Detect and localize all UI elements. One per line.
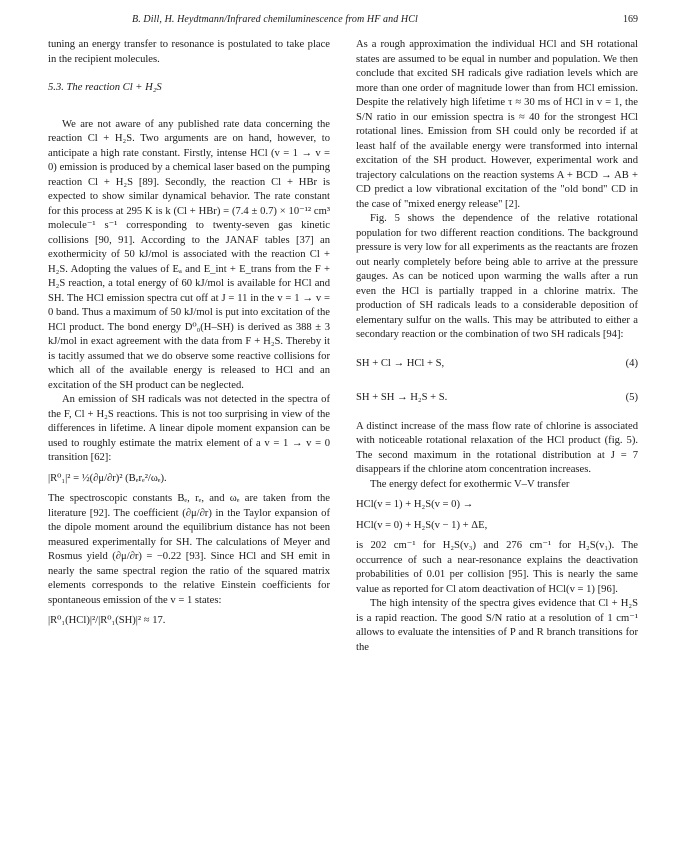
equation: |R⁰₁(HCl)|²/|R⁰₁(SH)|² ≈ 17. [48, 615, 166, 626]
equation-text: SH + Cl → HCl + S, [356, 357, 445, 369]
equation-number: (4) [625, 357, 638, 369]
paragraph: is 202 cm⁻¹ for H₂S(v₃) and 276 cm⁻¹ for H₂S(v₁). The occurrence of such a near-resonance explains the deactivation probabilities of 0.01 per collision [95]. This is nearly the same value as reported for Cl atom deactivation of HCl(v = 1) [96]. [356, 540, 638, 595]
paragraph: As a rough approximation the individual HCl and SH rotational states are assumed to be equal in number and population. We then conclude that excited SH radicals give radiation levels which are more than one order of magnitude lower than from HCl emission. Despite the relatively high lifetime τ ≈ 30 ms of HCl in v = 1, the S/N ratio in our emission spectra is ≈ 40 for the strongest HCl rotational lines. Emission from SH could only be recorded if at least half of the available energy were transformed into internal excitation of the SH product. However, experimental work and trajectory calculations on the reaction systems A + BCD → AB + CD predict a low vibrational excitation of the "old bond" CD in the case of "mixed energy release" [2]. [356, 39, 638, 210]
left-column [48, 38, 330, 635]
equation-vv-line-2: HCl(v = 0) + H₂S(v − 1) + ΔE, [356, 519, 488, 531]
paragraph: The spectroscopic constants Bₑ, rₑ, and ωₑ are taken from the literature [92]. The coefficient (∂μ/∂r) in the Taylor expansion of the dipole moment around the equilibrium distance has not been measured experimentally for SH. The calculations of Meyer and Rosmus yield (∂μ/∂r) = −0.22 [93]. Since HCl and SH emit in nearly the same spectral region the ratio of the squared matrix elements corresponds to the relative Einstein coefficients for spontaneous emission of the v = 1 states: [48, 493, 330, 606]
equation-number: (5) [625, 392, 638, 403]
paragraph: Fig. 5 shows the dependence of the relative rotational population for two different reaction conditions. The background pressure is very low for all experiments as the reactants are frozen out nearly completely before being able to arrive at the pressure gauges. As can be noticed upon warming the walls after a run even the HCl is partially trapped in a chlorine matrix. The production of SH radicals leads to a considerable deposition of elementary sulfur on the walls. This may be attributed to either a secondary reaction or the combination of two SH radicals [94]: [356, 213, 638, 340]
paragraph: tuning an energy transfer to resonance is postulated to take place in the recipient molecules. [48, 39, 330, 65]
paragraph: We are not aware of any published rate data concerning the reaction Cl + H₂S. Two arguments are on hand, however, to anticipate a high rate constant. Firstly, intense HCl (v = 1 → v = 0) emission is produced by a chemical laser based on the pumping reaction Cl + H₂S [89]. Secondly, the reaction Cl + HBr is expected to show similar dynamical behavior. The rate constant for this process at 295 K is k (Cl + HBr) = (7.4 ± 0.7) × 10⁻¹² cm³ molecule⁻¹ s⁻¹ corresponding to twenty-seven gas kinetic collisions [90, 91]. According to the JANAF tables [37] an exothermicity of 50 kJ/mol is associated with the reaction Cl + H₂S. Adopting the values of Eₐ and E_int + E_trans from the F + H₂S reaction, a total energy of 60 kJ/mol is available for HCl and SH. The HCl emission spectra cut off at J = 11 in the v = 1 → v = 0 band. Thus a maximum of 50 kJ/mol is put into excitation of the HCl product. The bond energy D⁰₀(H–SH) is derived as 388 ± 3 kJ/mol in exact agreement with the data from F + H₂S. Thereby it is tacitly assumed that we do observe some reactive collisions for which all of the available energy is released to HCl and an excitation of the SH product can be neglected. [48, 118, 330, 391]
equation-5 [356, 391, 638, 406]
section-title: 5.3. The reaction Cl + H₂S [48, 82, 162, 93]
equation-vv-line-1: HCl(v = 1) + H₂S(v = 0) → [356, 499, 474, 510]
paragraph: An emission of SH radicals was not detected in the spectra of the F, Cl + H₂S reactions. This is not too surprising in view of the differences in lifetime. A linear dipole moment expansion can be used to roughly estimate the matrix element of a v = 1 → v = 0 transition [62]: [48, 394, 330, 463]
paragraph: The high intensity of the spectra gives evidence that Cl + H₂S is a rapid reaction. The good S/N ratio at a resolution of 1 cm⁻¹ allows to evaluate the intensities of P and R branch transitions for the [356, 598, 638, 653]
equation-text: SH + SH → H₂S + S. [356, 392, 448, 403]
equation: |R⁰₁|² = ½(∂μ/∂r)² (Bₑrₑ²/ωₑ). [48, 472, 167, 484]
paragraph: A distinct increase of the mass flow rate of chlorine is associated with noticeable rotational relaxation of the HCl product (fig. 5). The second maximum in the rotational distribution at J = 7 disappears if the chlorine atom concentration increases. [356, 420, 638, 475]
paragraph: The energy defect for exothermic V–V transfer [370, 478, 570, 490]
right-column [356, 38, 638, 655]
page-header [48, 10, 638, 30]
page-number: 169 [623, 14, 638, 25]
running-head: B. Dill, H. Heydtmann/Infrared chemiluminescence from HF and HCl [132, 14, 418, 25]
equation-4 [356, 357, 638, 372]
